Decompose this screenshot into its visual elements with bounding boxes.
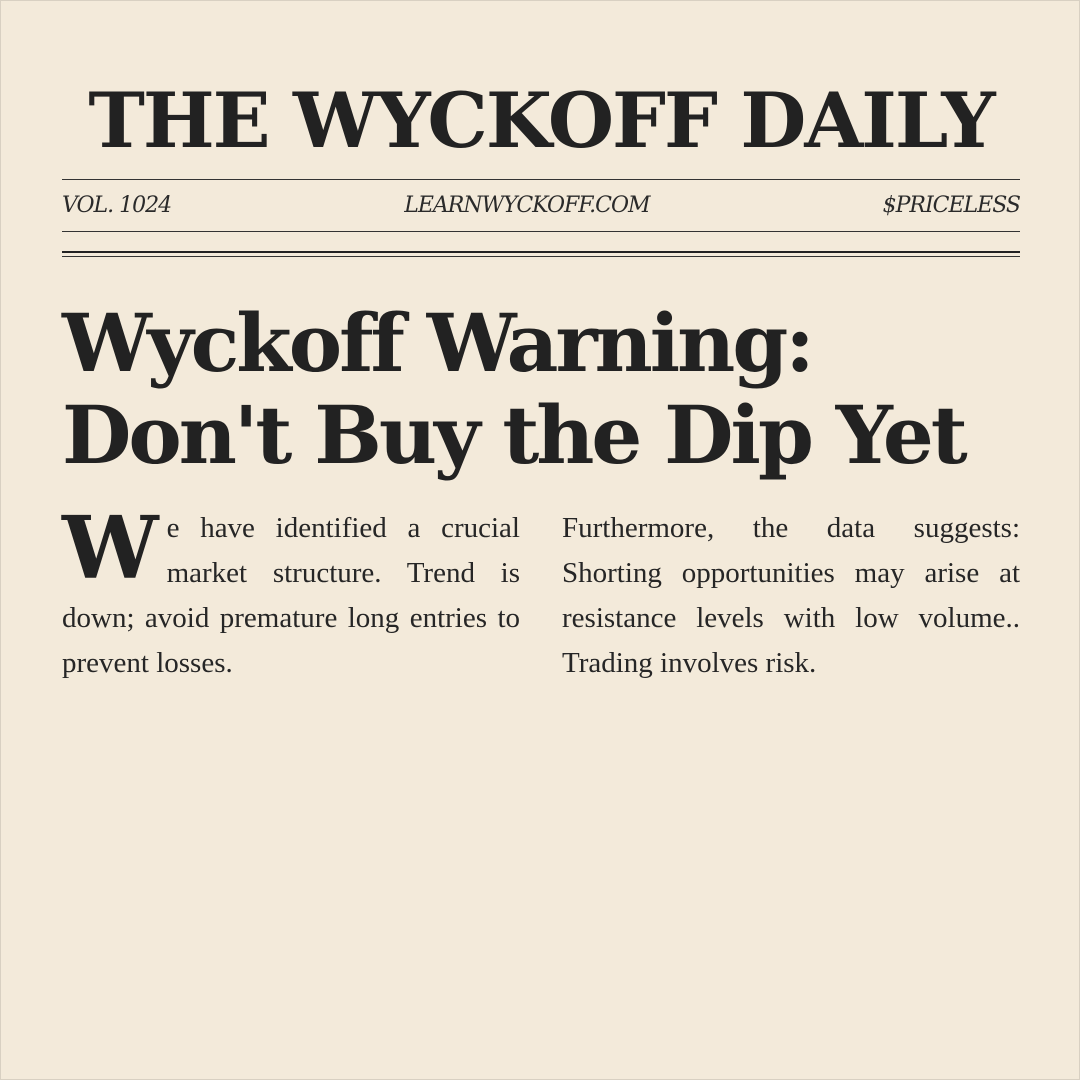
drop-cap: W [62, 498, 159, 599]
article-headline [62, 297, 1020, 481]
article-column-2 [562, 506, 1020, 686]
article-body [62, 498, 1020, 686]
double-rule-top [62, 251, 1020, 253]
price-label: $PRICELESS [882, 192, 1020, 218]
headline-line-2: Don't Buy the Dip Yet [62, 388, 965, 482]
volume-label: VOL. 1024 [62, 192, 172, 218]
column-1-text: e have identified a crucial market structure. Trend is down; avoid premature long entries to prevent losses. [62, 512, 520, 679]
top-rule [62, 179, 1020, 180]
article-column-1 [62, 498, 520, 686]
column-2-text: Furthermore, the data suggests: Shorting opportunities may arise at resistance levels with low volume.. Trading involves risk. [562, 512, 1020, 679]
double-rule-bottom [62, 256, 1020, 257]
info-bottom-rule [62, 231, 1020, 232]
website-label: LEARNWYCKOFF.COM [404, 192, 650, 218]
info-bar [62, 189, 1020, 221]
newspaper-title: THE WYCKOFF DAILY [88, 76, 994, 165]
headline-line-1: Wyckoff Warning: [62, 296, 812, 390]
